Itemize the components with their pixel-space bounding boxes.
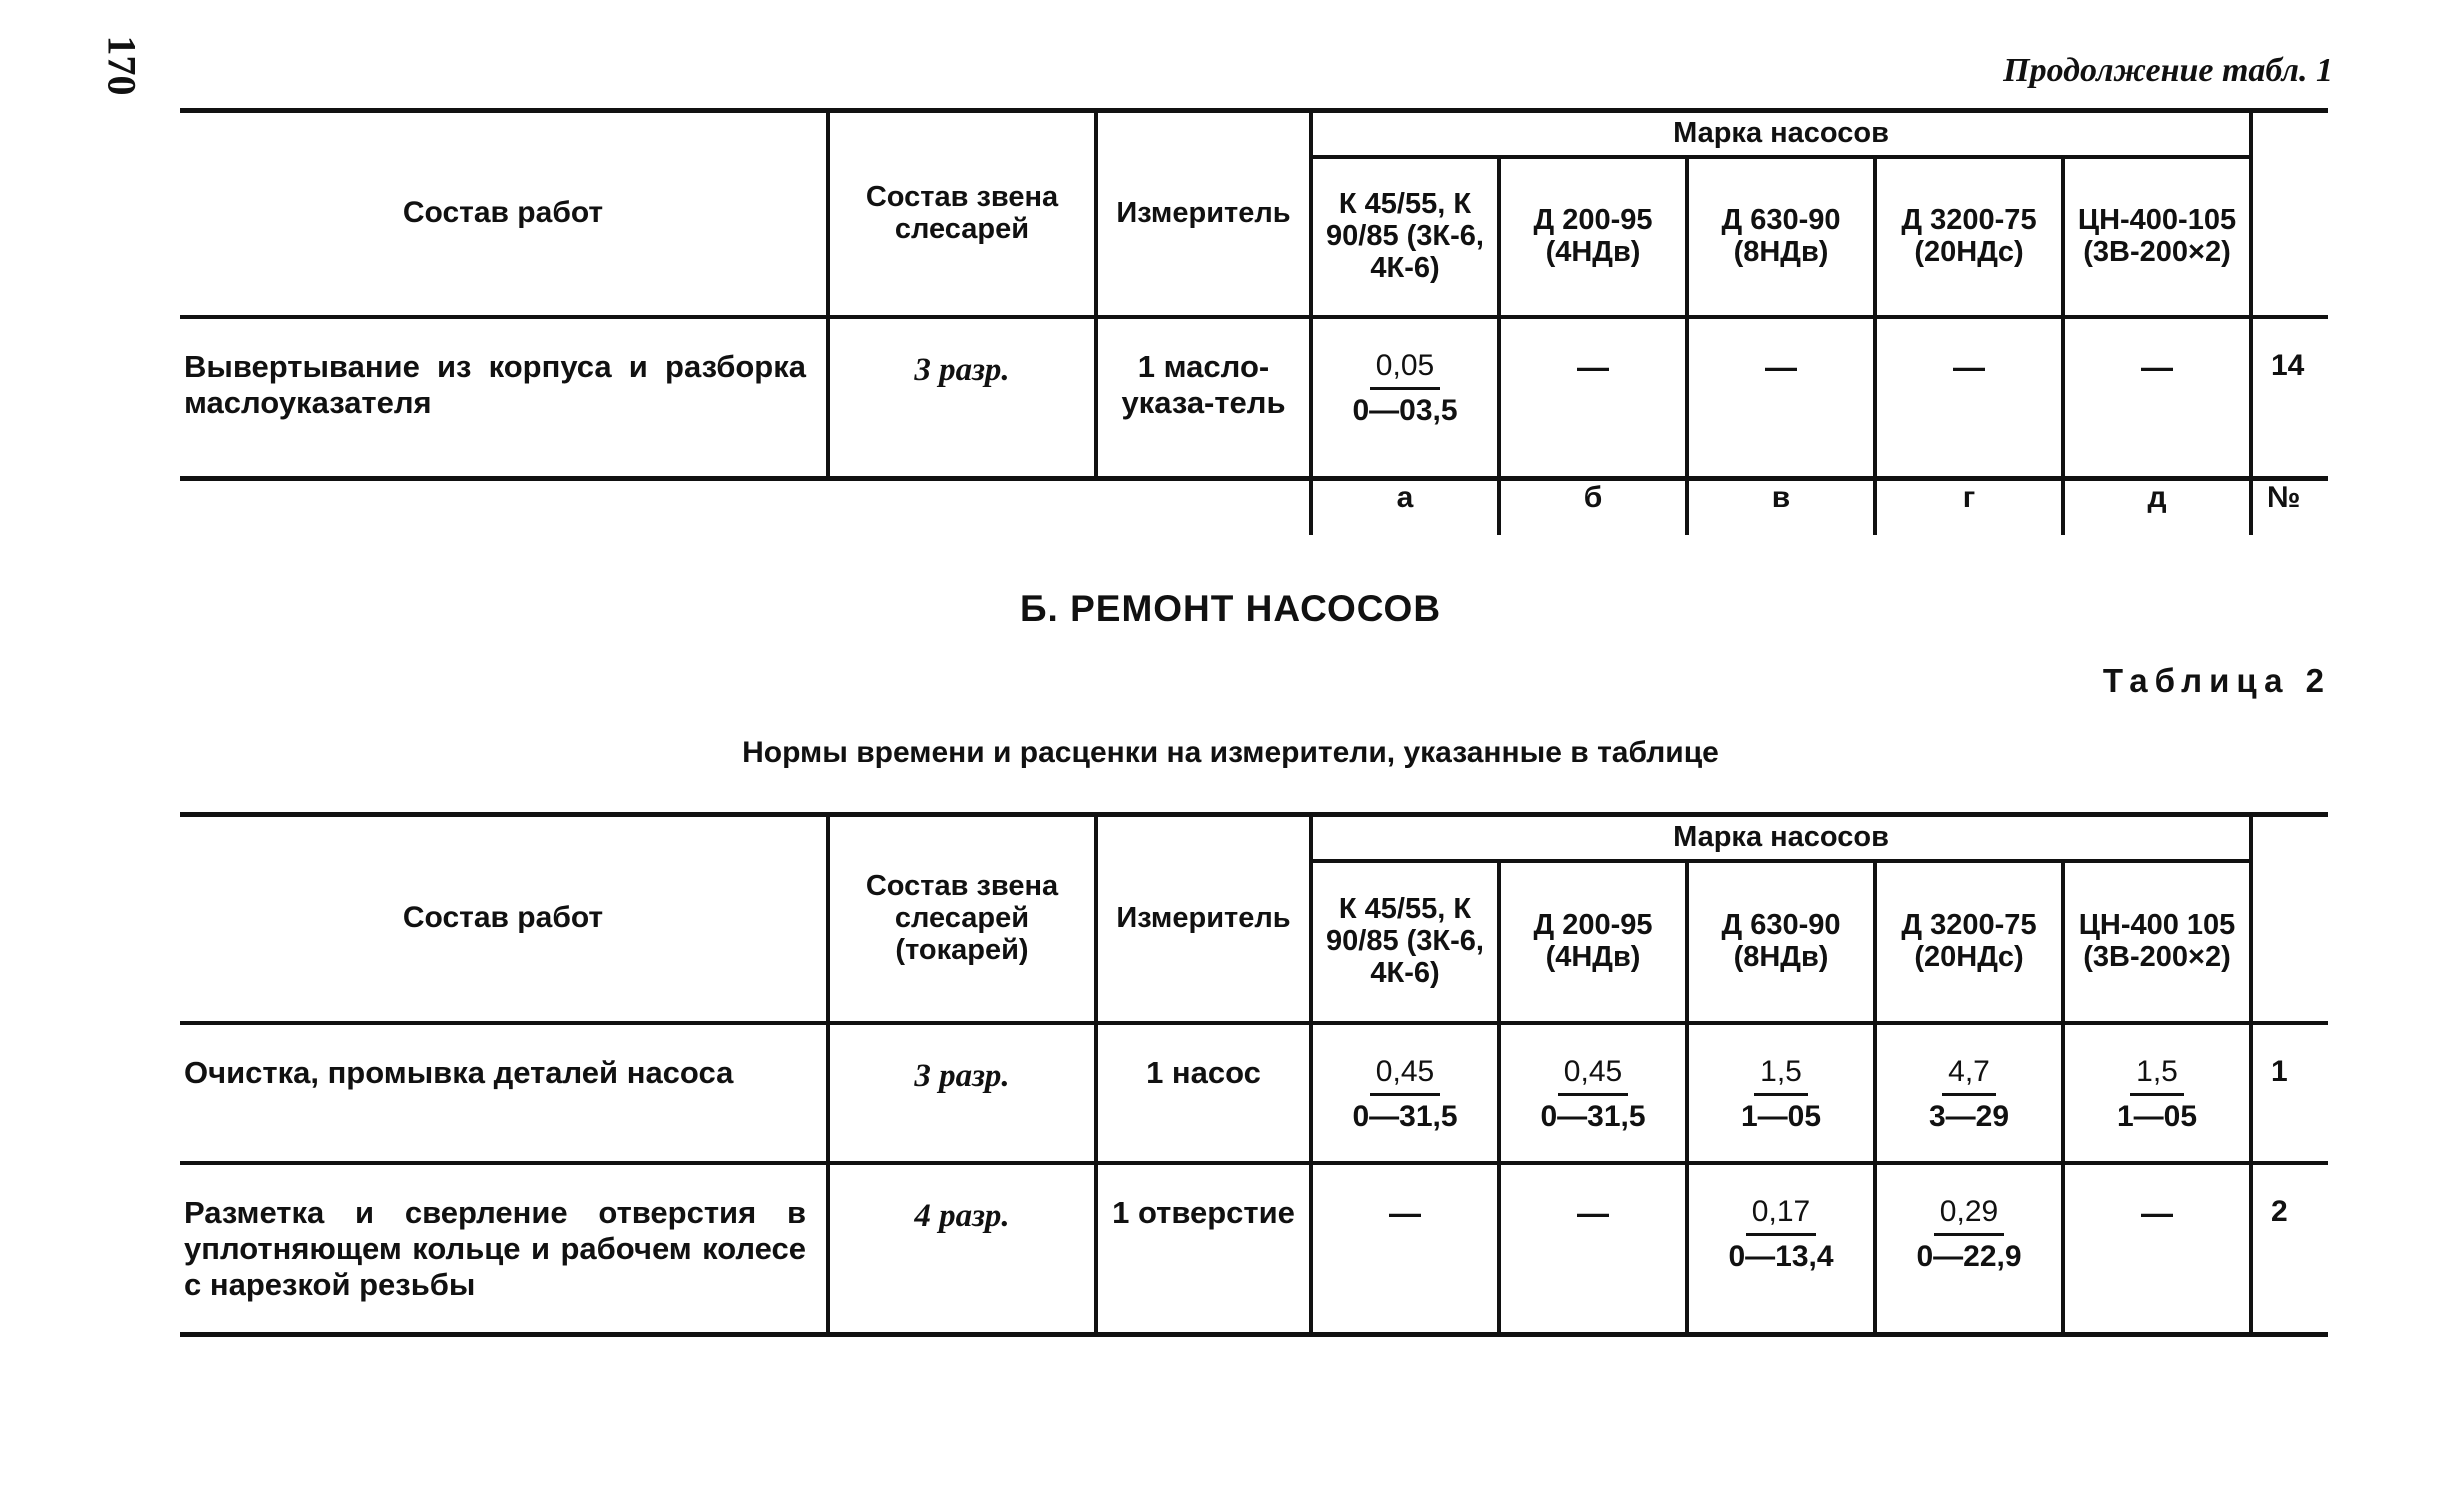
work-description: Вывертывание из корпуса и разборка маслоуказателя (180, 317, 828, 479)
header-unit: Измеритель (1096, 111, 1311, 317)
norm-cell (1499, 1023, 1687, 1163)
price-rate: 0—31,5 (1352, 1100, 1458, 1134)
time-norm: 4,7 (1942, 1055, 1996, 1097)
table-label: Таблица 2 (2102, 662, 2331, 699)
header-brand-group: Марка насосов (1311, 815, 2251, 861)
price-rate: 1—05 (2116, 1100, 2198, 1134)
norm-cell (2063, 317, 2251, 479)
header-crew: Состав звена слесарей (828, 111, 1096, 317)
unit-measure: 1 отверстие (1096, 1163, 1311, 1335)
norm-fraction (1540, 1055, 1645, 1136)
header-brand-d: Д 3200-75 (20НДс) (1875, 861, 2063, 1023)
time-norm: 1,5 (1754, 1055, 1808, 1097)
price-rate: 0—13,4 (1728, 1240, 1834, 1274)
column-letter: д (2063, 479, 2251, 536)
time-norm: 0,05 (1370, 349, 1440, 391)
section-title: Б. РЕМОНТ НАСОСОВ (1019, 588, 1442, 629)
row-number: 14 (2271, 348, 2305, 382)
norm-cell (1687, 317, 1875, 479)
norms-table-2 (180, 812, 2328, 1337)
empty-dash: — (2141, 1194, 2173, 1231)
header-brand-a: К 45/55, К 90/85 (3К-6, 4К-6) (1311, 157, 1499, 317)
norm-cell (1499, 317, 1687, 479)
norm-fraction (1352, 1055, 1457, 1136)
table-row (180, 1023, 2328, 1163)
empty-dash: — (1953, 348, 1985, 385)
norm-cell (1875, 1163, 2063, 1335)
norm-cell (1687, 1023, 1875, 1163)
header-brand-d: Д 3200-75 (20НДс) (1875, 157, 2063, 317)
work-description: Разметка и сверление отверстия в уплотняющем кольце и рабочем колесе с нарезкой резьбы (180, 1163, 828, 1335)
unit-measure: 1 масло-указа-тель (1096, 317, 1311, 479)
header-brand-b: Д 200-95 (4НДв) (1499, 157, 1687, 317)
empty-dash: — (1577, 1194, 1609, 1231)
norm-cell (1687, 1163, 1875, 1335)
header-brand-b: Д 200-95 (4НДв) (1499, 861, 1687, 1023)
header-brand-group: Марка насосов (1311, 111, 2251, 157)
header-brand-e: ЦН-400-105 (3В-200×2) (2063, 157, 2251, 317)
price-rate: 0—03,5 (1352, 394, 1458, 428)
norm-cell (1875, 1023, 2063, 1163)
page-number: 170 (99, 35, 145, 96)
header-brand-e: ЦН-400 105 (3В-200×2) (2063, 861, 2251, 1023)
norm-fraction (2117, 1055, 2197, 1136)
letters-spacer (180, 479, 1311, 536)
work-description: Очистка, промывка деталей насоса (180, 1023, 828, 1163)
row-number: 1 (2251, 1023, 2328, 1163)
header-work: Состав работ (180, 111, 828, 317)
norm-cell (1311, 1163, 1499, 1335)
header-unit: Измеритель (1096, 815, 1311, 1023)
header-number-blank (2251, 111, 2328, 317)
time-norm: 0,45 (1370, 1055, 1440, 1097)
table-row (180, 1163, 2328, 1335)
empty-dash: — (1389, 1194, 1421, 1231)
header-brand-c: Д 630-90 (8НДв) (1687, 157, 1875, 317)
norm-cell (1311, 1023, 1499, 1163)
table-subtitle: Нормы времени и расценки на измерители, указанные в таблице (742, 736, 1719, 769)
norm-fraction (1728, 1195, 1833, 1276)
header-brand-c: Д 630-90 (8НДв) (1687, 861, 1875, 1023)
crew-grade: 3 разр. (828, 317, 1096, 479)
table-continuation-label: Продолжение табл. 1 (2003, 52, 2333, 89)
time-norm: 0,45 (1558, 1055, 1628, 1097)
norms-table-1 (180, 108, 2328, 535)
norm-fraction (1916, 1195, 2021, 1276)
column-letter: в (1687, 479, 1875, 536)
crew-grade: 4 разр. (828, 1163, 1096, 1335)
column-letter-number: № (2267, 481, 2301, 515)
time-norm: 1,5 (2130, 1055, 2184, 1097)
crew-grade: 3 разр. (828, 1023, 1096, 1163)
price-rate: 1—05 (1740, 1100, 1822, 1134)
norm-cell (1875, 317, 2063, 479)
table-row (180, 317, 2328, 479)
price-rate: 3—29 (1928, 1100, 2010, 1134)
norm-fraction (1741, 1055, 1821, 1136)
header-work: Состав работ (180, 815, 828, 1023)
column-letter: б (1499, 479, 1687, 536)
unit-measure: 1 насос (1096, 1023, 1311, 1163)
price-rate: 0—31,5 (1540, 1100, 1646, 1134)
column-letter: а (1311, 479, 1499, 536)
header-brand-a: К 45/55, К 90/85 (3К-6, 4К-6) (1311, 861, 1499, 1023)
column-letter: г (1875, 479, 2063, 536)
norm-cell (2063, 1023, 2251, 1163)
row-number: 2 (2271, 1194, 2288, 1228)
norm-cell (2063, 1163, 2251, 1335)
empty-dash: — (1577, 348, 1609, 385)
time-norm: 0,17 (1746, 1195, 1816, 1237)
empty-dash: — (1765, 348, 1797, 385)
empty-dash: — (2141, 348, 2173, 385)
norm-cell (1499, 1163, 1687, 1335)
header-number-blank (2251, 815, 2328, 1023)
norm-fraction (1352, 349, 1457, 430)
price-rate: 0—22,9 (1916, 1240, 2022, 1274)
norm-fraction (1929, 1055, 2009, 1136)
header-crew: Состав звена слесарей (токарей) (828, 815, 1096, 1023)
norm-cell (1311, 317, 1499, 479)
time-norm: 0,29 (1934, 1195, 2004, 1237)
